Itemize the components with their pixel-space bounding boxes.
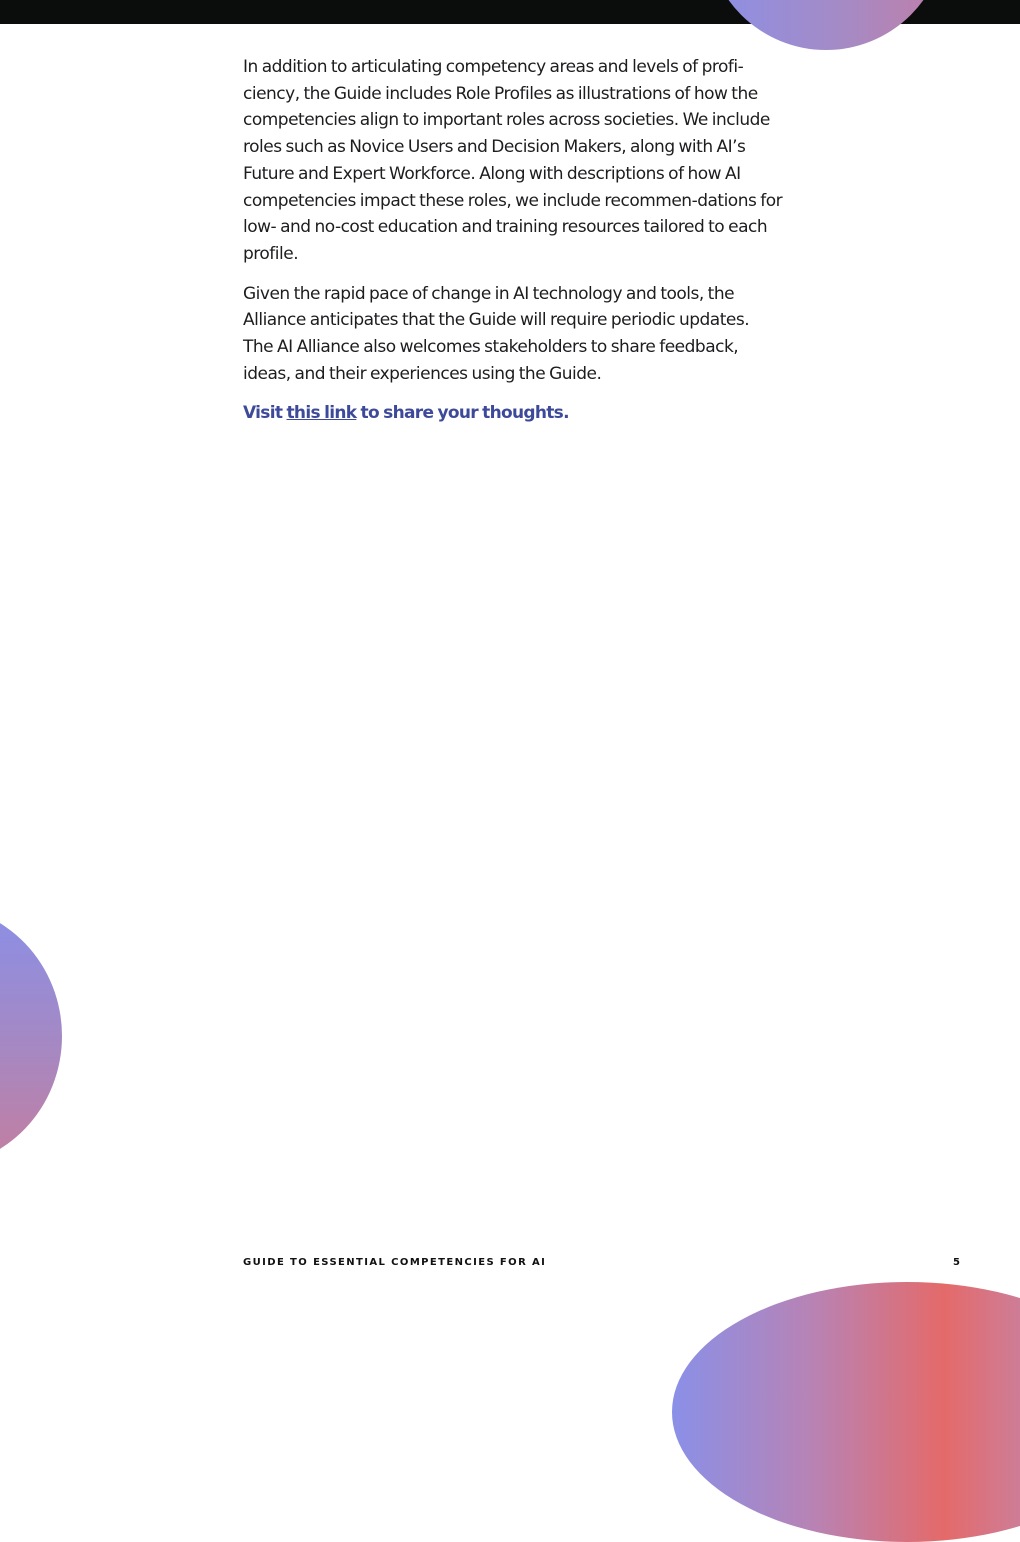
feedback-link[interactable]: this link	[286, 403, 357, 424]
footer-document-title: GUIDE TO ESSENTIAL COMPETENCIES FOR AI	[243, 1257, 547, 1268]
decorative-gradient-circle-bottom	[672, 1282, 1020, 1542]
body-paragraph-1: In addition to articulating competency areas and levels of profi-ciency, the Guide includes Role Profiles as illustrations of how the competencies align to important roles across societies. We include roles such as Novice Users and Decision Makers, along with AI’s Future and Expert Workforce. Along with descriptions of how AI competencies impact these roles, we include recommen-dations for low- and no-cost education and training resources tailored to each profile.	[243, 57, 783, 264]
cta-suffix: to share your thoughts.	[356, 403, 569, 424]
decorative-gradient-circle-left	[0, 905, 62, 1167]
main-content	[243, 54, 783, 440]
call-to-action	[243, 400, 783, 427]
body-paragraph-2: Given the rapid pace of change in AI technology and tools, the Alliance anticipates that the Guide will require periodic updates. The AI Alliance also welcomes stakeholders to share feedback, ideas, and their experiences using the Guide.	[243, 283, 750, 384]
cta-prefix: Visit	[243, 403, 287, 424]
decorative-gradient-circle-top	[706, 0, 946, 50]
page-number: 5	[953, 1257, 960, 1268]
